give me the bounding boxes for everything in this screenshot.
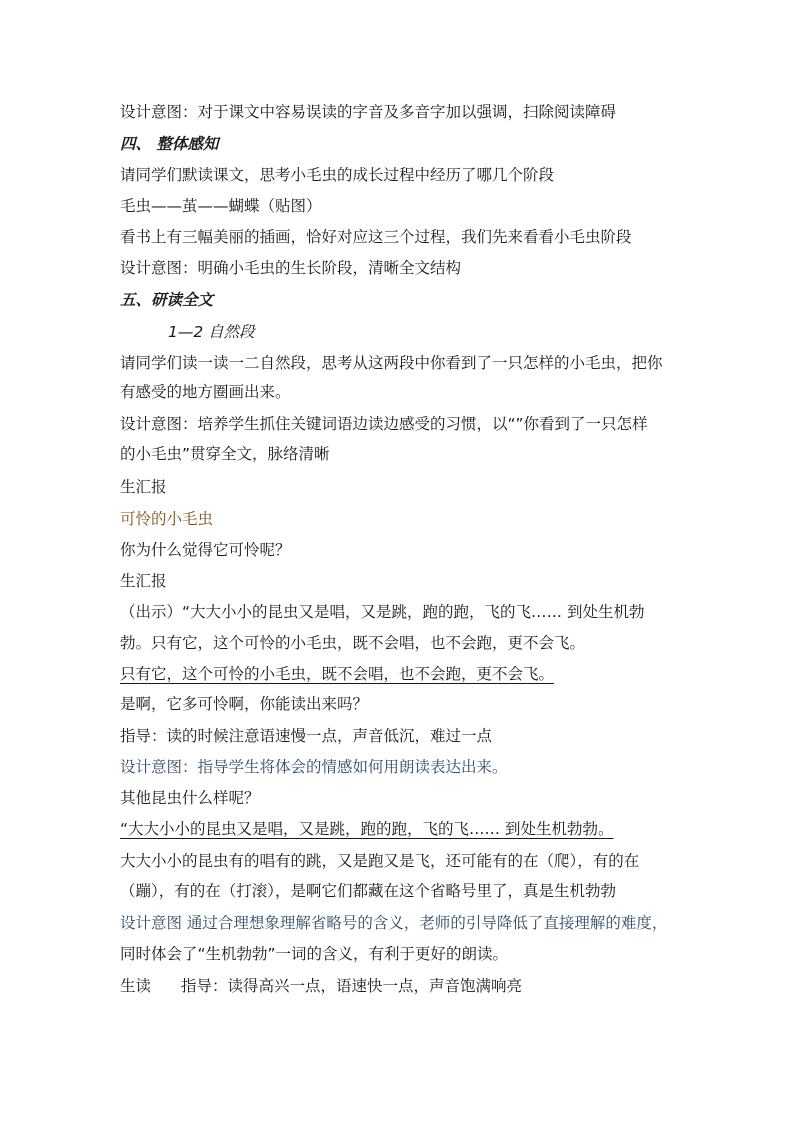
design-intent-keywords-cont: 的小毛虫”贯穿全文，脉络清晰 bbox=[120, 445, 330, 463]
student-read-label: 生读 bbox=[120, 977, 152, 995]
quote-insects-cont: 勃。只有它，这个可怜的小毛虫，既不会唱，也不会跑，更不会飞。 bbox=[120, 634, 586, 652]
subheading-paragraphs-1-2: 1—2 自然段 bbox=[168, 323, 255, 341]
design-intent-ellipsis: 设计意图 通过合理想象理解省略号的含义，老师的引导降低了直接理解的难度， bbox=[120, 914, 668, 932]
section-heading-overall-perception: 四、 整体感知 bbox=[120, 135, 219, 153]
underlined-quote-caterpillar: 只有它，这个可怜的小毛虫，既不会唱，也不会跑，更不会飞。 bbox=[120, 665, 555, 683]
design-intent-ellipsis-cont: 同时体会了“生机勃勃”一词的含义，有利于更好的朗读。 bbox=[120, 945, 509, 963]
paragraph-growth-stages: 毛虫——茧——蝴蝶（贴图） bbox=[120, 197, 322, 215]
section-heading-study-text: 五、研读全文 bbox=[120, 291, 214, 309]
design-intent-keywords: 设计意图：培养学生抓住关键词语边读边感受的习惯，以“”你看到了一只怎样 bbox=[120, 415, 648, 433]
paragraph-imagination-cont: （蹦），有的在（打滚），是啊它们都藏在这个省略号里了，真是生机勃勃 bbox=[120, 882, 617, 900]
design-intent-structure: 设计意图：明确小毛虫的生长阶段，清晰全文结构 bbox=[120, 259, 462, 277]
paragraph-read-instruction: 请同学们读一读一二自然段，思考从这两段中你看到了一只怎样的小毛虫，把你 bbox=[120, 354, 663, 372]
student-read-guidance bbox=[120, 976, 680, 996]
paragraph-silent-reading: 请同学们默读课文，思考小毛虫的成长过程中经历了哪几个阶段 bbox=[120, 166, 555, 184]
guidance-slow: 指导：读的时候注意语速慢一点，声音低沉，难过一点 bbox=[120, 727, 493, 745]
design-intent-emotion: 设计意图：指导学生将体会的情感如何用朗读表达出来。 bbox=[120, 758, 508, 776]
quote-insects: （出示）“大大小小的昆虫又是唱，又是跳，跑的跑，飞的飞…… 到处生机勃 bbox=[120, 603, 645, 621]
student-report-1: 生汇报 bbox=[120, 478, 167, 496]
paragraph-illustrations: 看书上有三幅美丽的插画，恰好对应这三个过程，我们先来看看小毛虫阶段 bbox=[120, 228, 632, 246]
student-report-2: 生汇报 bbox=[120, 572, 167, 590]
underlined-quote-insects: “大大小小的昆虫又是唱，又是跳，跑的跑，飞的飞…… 到处生机勃勃。 bbox=[120, 820, 614, 838]
keyword-poor-caterpillar: 可怜的小毛虫 bbox=[120, 510, 214, 528]
guidance-happy: 指导：读得高兴一点，语速快一点，声音饱满响亮 bbox=[181, 977, 523, 995]
question-other-insects: 其他昆虫什么样呢？ bbox=[120, 789, 260, 807]
paragraph-read-instruction-cont: 有感受的地方圈画出来。 bbox=[120, 383, 291, 401]
question-why-poor: 你为什么觉得它可怜呢？ bbox=[120, 541, 291, 559]
paragraph-imagination: 大大小小的昆虫有的唱有的跳，又是跑又是飞，还可能有的在（爬），有的在 bbox=[120, 852, 640, 870]
design-intent-pronunciation: 设计意图：对于课文中容易误读的字音及多音字加以强调，扫除阅读障碍 bbox=[120, 103, 617, 121]
prompt-read-aloud: 是啊，它多可怜啊，你能读出来吗？ bbox=[120, 695, 369, 713]
